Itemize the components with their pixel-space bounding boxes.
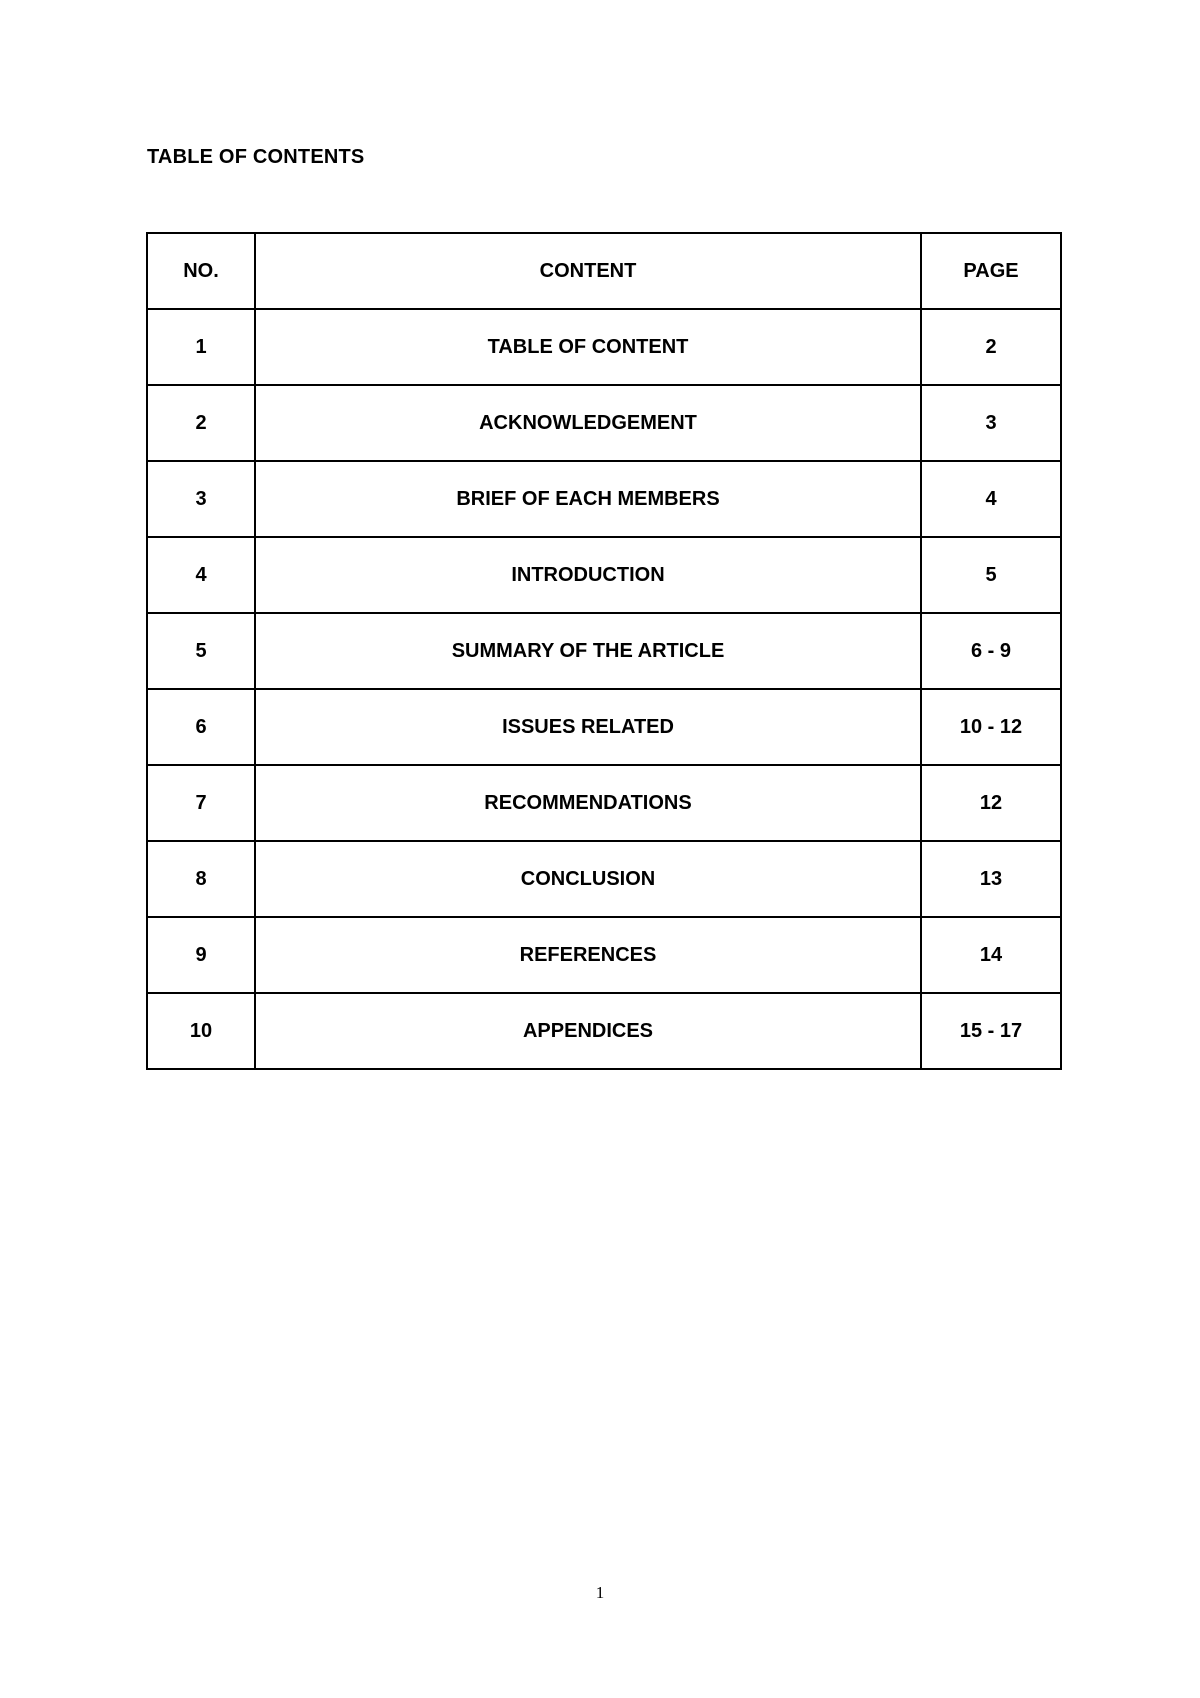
row-no: 10 bbox=[147, 993, 255, 1069]
row-content: TABLE OF CONTENT bbox=[255, 309, 921, 385]
row-page: 3 bbox=[921, 385, 1061, 461]
row-page: 10 - 12 bbox=[921, 689, 1061, 765]
row-no: 1 bbox=[147, 309, 255, 385]
row-page: 15 - 17 bbox=[921, 993, 1061, 1069]
table-row bbox=[147, 765, 1061, 841]
row-no: 4 bbox=[147, 537, 255, 613]
toc-table bbox=[146, 232, 1062, 1070]
row-content: ACKNOWLEDGEMENT bbox=[255, 385, 921, 461]
table-row bbox=[147, 385, 1061, 461]
header-page: PAGE bbox=[921, 233, 1061, 309]
row-content: APPENDICES bbox=[255, 993, 921, 1069]
row-content: ISSUES RELATED bbox=[255, 689, 921, 765]
row-page: 13 bbox=[921, 841, 1061, 917]
row-no: 8 bbox=[147, 841, 255, 917]
row-content: CONCLUSION bbox=[255, 841, 921, 917]
table-row bbox=[147, 689, 1061, 765]
row-content: INTRODUCTION bbox=[255, 537, 921, 613]
row-page: 5 bbox=[921, 537, 1061, 613]
table-row bbox=[147, 917, 1061, 993]
row-content: SUMMARY OF THE ARTICLE bbox=[255, 613, 921, 689]
table-row bbox=[147, 461, 1061, 537]
table-row bbox=[147, 309, 1061, 385]
table-row bbox=[147, 613, 1061, 689]
table-row bbox=[147, 841, 1061, 917]
table-row bbox=[147, 537, 1061, 613]
row-content: RECOMMENDATIONS bbox=[255, 765, 921, 841]
header-no: NO. bbox=[147, 233, 255, 309]
header-content: CONTENT bbox=[255, 233, 921, 309]
page-number: 1 bbox=[595, 1583, 605, 1602]
row-page: 6 - 9 bbox=[921, 613, 1061, 689]
row-no: 6 bbox=[147, 689, 255, 765]
page-title: TABLE OF CONTENTS bbox=[147, 146, 365, 168]
row-no: 3 bbox=[147, 461, 255, 537]
row-no: 9 bbox=[147, 917, 255, 993]
row-page: 14 bbox=[921, 917, 1061, 993]
row-no: 7 bbox=[147, 765, 255, 841]
table-header-row bbox=[147, 233, 1061, 309]
row-page: 2 bbox=[921, 309, 1061, 385]
row-no: 2 bbox=[147, 385, 255, 461]
row-page: 12 bbox=[921, 765, 1061, 841]
row-content: REFERENCES bbox=[255, 917, 921, 993]
row-content: BRIEF OF EACH MEMBERS bbox=[255, 461, 921, 537]
row-page: 4 bbox=[921, 461, 1061, 537]
row-no: 5 bbox=[147, 613, 255, 689]
table-row bbox=[147, 993, 1061, 1069]
